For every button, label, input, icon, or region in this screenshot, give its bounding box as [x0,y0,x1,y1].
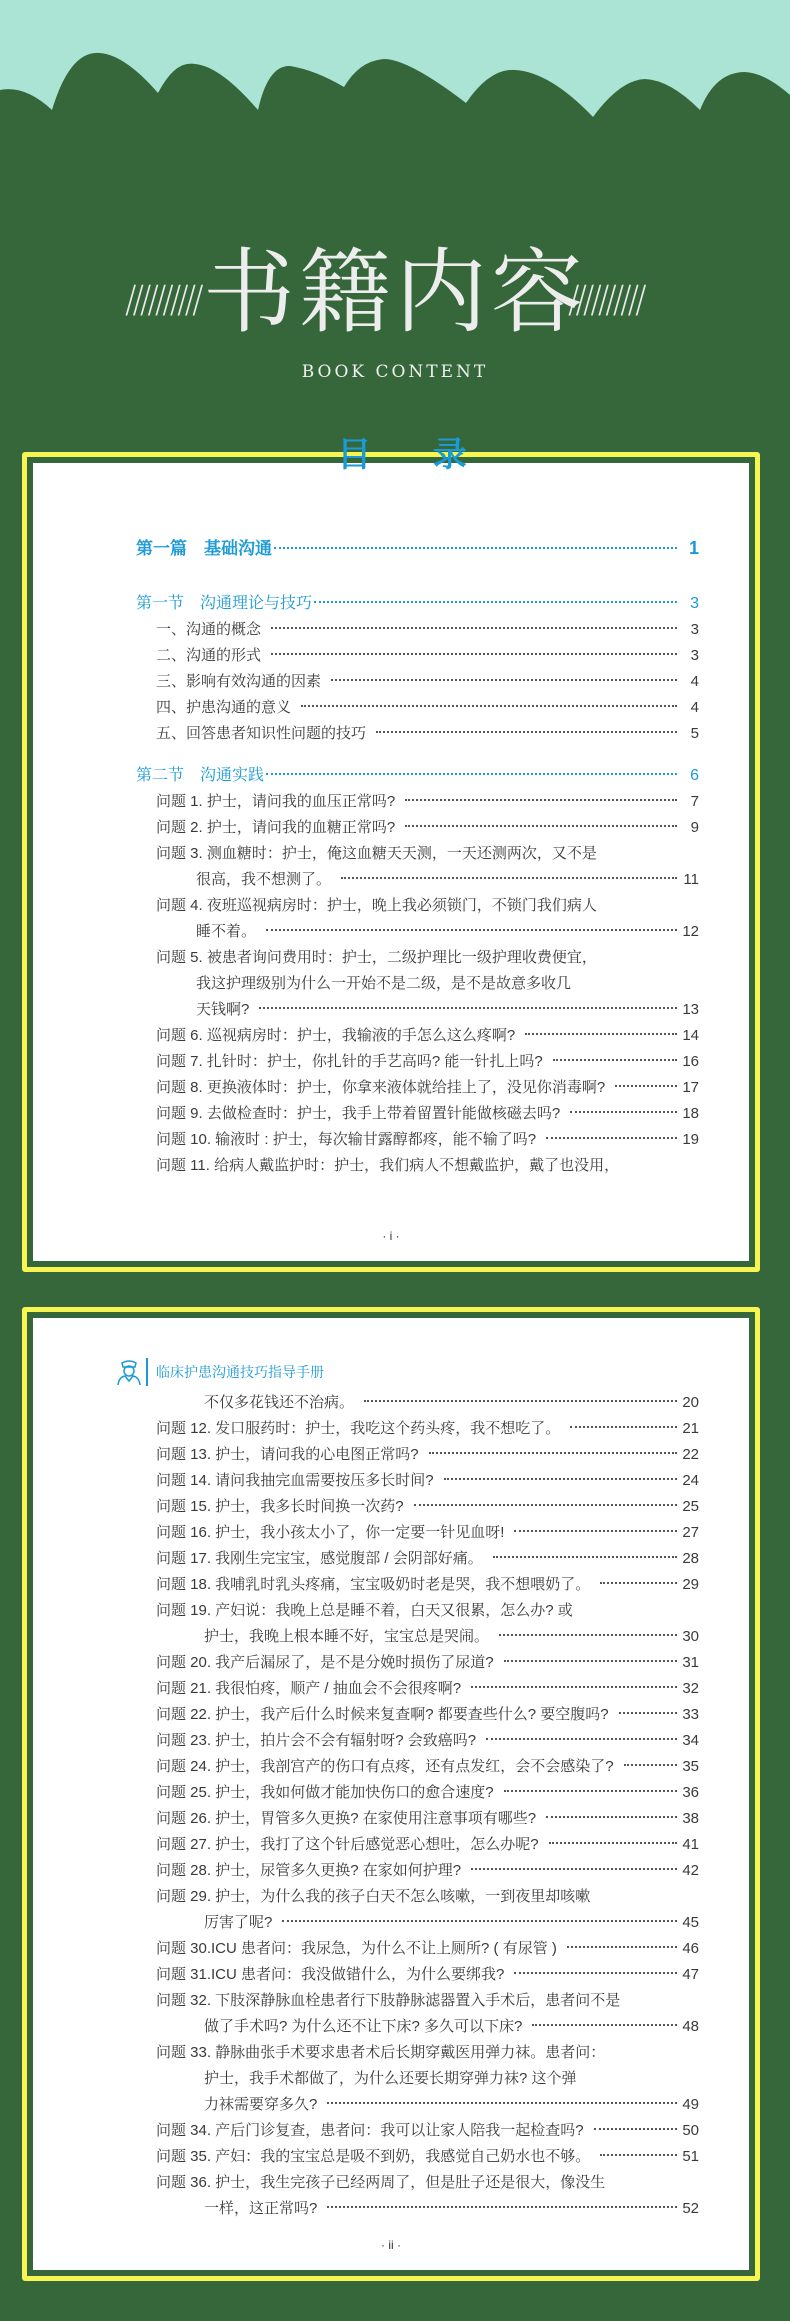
toc-line [136,695,699,721]
toc-entry[interactable] [136,2170,699,2222]
entry-title: 睡不着。 [196,923,257,940]
toc-line [136,841,699,867]
entry-page-number: 19 [682,1131,699,1148]
entry-title: 做了手术吗? 为什么还不让下床? 多久可以下床? [204,2018,523,2035]
entry-page-number: 12 [682,923,699,940]
entry-title: 不仅多花钱还不治病。 [204,1394,355,1411]
entry-title: 三、影响有效沟通的因素 [156,673,322,690]
entry-title: 问题 23. 护士，拍片会不会有辐射呀? 会致癌吗? [156,1732,477,1749]
entry-page-number: 34 [682,1732,699,1749]
toc-entry[interactable] [136,1572,699,1598]
toc-line [136,1075,699,1101]
entry-page-number: 3 [690,621,699,638]
toc-entry[interactable] [136,2118,699,2144]
entry-title: 护士，我手术都做了，为什么还要长期穿弹力袜? 这个弹 [204,2070,577,2087]
toc-section[interactable] [136,591,699,617]
toc-entry[interactable] [136,695,699,721]
entry-page-number: 47 [682,1966,699,1983]
toc-line [136,2144,699,2170]
dot-leader [364,1400,677,1402]
toc-line [136,1650,699,1676]
toc-entry[interactable] [136,1780,699,1806]
entry-page-number: 48 [682,2018,699,2035]
dot-leader [282,1920,677,1922]
toc-line [136,721,699,747]
toc-line [136,2170,699,2196]
toc-entry[interactable] [136,1728,699,1754]
dot-leader [624,1764,677,1766]
banner-title: 书籍内容 [202,239,587,346]
toc-entry[interactable] [136,1702,699,1728]
toc-line [136,1754,699,1780]
dot-leader [331,679,677,681]
toc-line [136,1702,699,1728]
entry-title: 我这护理级别为什么一开始不是二级，是不是故意多收几 [196,975,572,992]
toc-line [136,815,699,841]
decorative-slashes-right: ////////// [568,278,643,322]
dot-leader [341,877,677,879]
entry-page-number: 18 [682,1105,699,1122]
toc-entry[interactable] [136,1650,699,1676]
entry-title: 问题 20. 我产后漏尿了，是不是分娩时损伤了尿道? [156,1654,494,1671]
toc-entry[interactable] [136,1832,699,1858]
dot-leader [504,1660,677,1662]
entry-title: 问题 31.ICU 患者问：我没做错什么，为什么要绑我? [156,1966,505,1983]
toc-entry[interactable] [136,1598,699,1650]
toc-line [136,997,699,1023]
entry-title: 问题 27. 护士，我打了这个针后感觉恶心想吐，怎么办呢? [156,1836,539,1853]
toc-line [136,1416,699,1442]
toc-line [136,763,699,789]
entry-title: 问题 10. 输液时 : 护士，每次输甘露醇都疼，能不输了吗? [156,1131,537,1148]
entry-page-number: 22 [682,1446,699,1463]
dot-leader [570,1426,677,1428]
toc-line [136,643,699,669]
entry-title: 问题 8. 更换液体时：护士，你拿来液体就给挂上了，没见你消毒啊? [156,1079,606,1096]
spacer [136,747,699,763]
running-header [116,1358,324,1386]
entry-page-number: 32 [682,1680,699,1697]
entry-title: 问题 6. 巡视病房时：护士，我输液的手怎么这么疼啊? [156,1027,516,1044]
toc-entry[interactable] [136,893,699,945]
toc-line [136,2118,699,2144]
toc-line [136,945,699,971]
entry-title: 问题 13. 护士，请问我的心电图正常吗? [156,1446,419,1463]
toc-line [136,1728,699,1754]
dot-leader [405,825,677,827]
entry-title: 五、回答患者知识性问题的技巧 [156,725,367,742]
entry-title: 问题 30.ICU 患者问：我尿急，为什么不让上厕所? ( 有尿管 ) [156,1940,557,1957]
toc-line [136,669,699,695]
toc-entry[interactable] [136,789,699,815]
toc-line [136,1442,699,1468]
entry-title: 第一篇 基础沟通 [136,539,272,558]
toc-entry[interactable] [136,841,699,893]
toc-line [136,2014,699,2040]
toc-page-1 [22,436,760,1272]
dot-leader [471,1686,677,1688]
entry-title: 问题 36. 护士，我生完孩子已经两周了，但是肚子还是很大，像没生 [156,2174,606,2191]
entry-page-number: 4 [690,673,699,690]
entry-page-number: 41 [682,1836,699,1853]
toc-entry[interactable] [136,721,699,747]
toc-title: 目 录 [337,436,493,474]
toc-line [136,1546,699,1572]
toc-entry[interactable] [136,1988,699,2040]
toc-entry[interactable] [136,1884,699,1936]
entry-page-number: 46 [682,1940,699,1957]
toc-entry[interactable] [136,1494,699,1520]
dot-leader [301,705,677,707]
toc-entry[interactable] [136,1101,699,1127]
dot-leader [504,1790,677,1792]
entry-title: 问题 15. 护士，我多长时间换一次药? [156,1498,404,1515]
dot-leader [525,1033,677,1035]
toc-line [136,1598,699,1624]
toc-entry[interactable] [136,1390,699,1416]
entry-title: 问题 29. 护士，为什么我的孩子白天不怎么咳嗽，一到夜里却咳嗽 [156,1888,591,1905]
entry-page-number: 45 [682,1914,699,1931]
entry-page-number: 14 [682,1027,699,1044]
entry-title: 力袜需要穿多久? [204,2096,318,2113]
dot-leader [314,601,677,603]
toc-entry[interactable] [136,1936,699,1962]
entry-page-number: 1 [688,538,699,558]
toc-line [136,535,699,561]
toc-line [136,1832,699,1858]
dot-leader [405,799,677,801]
dot-leader [429,1452,677,1454]
entry-title: 很高，我不想测了。 [196,871,332,888]
toc-part[interactable] [136,535,699,561]
toc-line [136,1988,699,2014]
entry-page-number: 30 [682,1628,699,1645]
entry-page-number: 50 [682,2122,699,2139]
entry-page-number: 49 [682,2096,699,2113]
entry-title: 二、沟通的形式 [156,647,262,664]
entry-title: 问题 12. 发口服药时：护士，我吃这个药头疼，我不想吃了。 [156,1420,561,1437]
dot-leader [594,2128,677,2130]
dot-leader [471,1868,677,1870]
entry-title: 厉害了呢? [204,1914,273,1931]
toc-entry[interactable] [136,669,699,695]
toc-entry[interactable] [136,1442,699,1468]
entry-title: 问题 16. 护士，我小孩太小了，你一定要一针见血呀! [156,1524,505,1541]
toc-line [136,1936,699,1962]
entry-title: 问题 33. 静脉曲张手术要求患者术后长期穿戴医用弹力袜。患者问： [156,2044,606,2061]
toc-entry[interactable] [136,815,699,841]
entry-title: 问题 5. 被患者询问费用时：护士，二级护理比一级护理收费便宜， [156,949,597,966]
entry-title: 四、护患沟通的意义 [156,699,292,716]
dot-leader [619,1712,677,1714]
book-title: 临床护患沟通技巧指导手册 [156,1364,324,1380]
dot-leader [259,1007,677,1009]
entry-page-number: 11 [683,871,699,888]
toc-entry[interactable] [136,1023,699,1049]
toc-entry[interactable] [136,1075,699,1101]
toc-entry[interactable] [136,1754,699,1780]
entry-page-number: 16 [682,1053,699,1070]
toc-entry[interactable] [136,617,699,643]
dot-leader [600,2154,677,2156]
dot-leader [327,2206,677,2208]
toc-line [136,1624,699,1650]
entry-title: 问题 17. 我刚生完宝宝，感觉腹部 / 会阴部好痛。 [156,1550,483,1567]
entry-title: 问题 9. 去做检查时：护士，我手上带着留置针能做核磁去吗? [156,1105,561,1122]
entry-page-number: 28 [682,1550,699,1567]
toc-entry[interactable] [136,945,699,1023]
dot-leader [600,1582,677,1584]
entry-title: 问题 7. 扎针时：护士，你扎针的手艺高吗? 能一针扎上吗? [156,1053,543,1070]
entry-title: 问题 18. 我哺乳时乳头疼痛，宝宝吸奶时老是哭，我不想喂奶了。 [156,1576,591,1593]
entry-title: 问题 32. 下肢深静脉血栓患者行下肢静脉滤器置入手术后，患者问不是 [156,1992,621,2009]
entry-page-number: 38 [682,1810,699,1827]
toc-line [136,971,699,997]
toc-entry[interactable] [136,643,699,669]
entry-title: 一样，这正常吗? [204,2200,318,2217]
page-number: · i · [382,1229,400,1243]
toc-line [136,1023,699,1049]
page-number: · ii · [381,2238,401,2252]
decorative-slashes-left: ////////// [125,278,200,322]
toc-line [136,2092,699,2118]
banner-subtitle: BOOK CONTENT [301,362,489,382]
toc-entry[interactable] [136,1858,699,1884]
entry-page-number: 52 [682,2200,699,2217]
toc-line [136,1494,699,1520]
toc-entry[interactable] [136,1468,699,1494]
toc-line [136,1910,699,1936]
spacer [136,561,699,591]
toc-entry[interactable] [136,1676,699,1702]
toc-line [136,1468,699,1494]
toc-section[interactable] [136,763,699,789]
toc-line [136,1572,699,1598]
dot-leader [546,1816,677,1818]
dot-leader [546,1137,677,1139]
entry-page-number: 7 [690,793,699,810]
entry-page-number: 33 [682,1706,699,1723]
toc-entry[interactable] [136,1416,699,1442]
toc-line [136,1676,699,1702]
toc-entry[interactable] [136,1153,699,1179]
entry-page-number: 42 [682,1862,699,1879]
entry-title: 问题 21. 我很怕疼，顺产 / 抽血会不会很疼啊? [156,1680,462,1697]
dot-leader [514,1972,677,1974]
toc-line [136,2196,699,2222]
entry-title: 问题 19. 产妇说：我晚上总是睡不着，白天又很累，怎么办? 或 [156,1602,573,1619]
toc-line [136,591,699,617]
dot-leader [327,2102,677,2104]
toc-line [136,1806,699,1832]
toc-entry[interactable] [136,1520,699,1546]
entry-page-number: 5 [690,725,699,742]
entry-page-number: 35 [682,1758,699,1775]
hills-decoration [0,0,790,130]
toc-line [136,1780,699,1806]
toc-page-2 [22,1307,760,2281]
toc-entry[interactable] [136,2144,699,2170]
entry-page-number: 17 [682,1079,699,1096]
toc-list [136,1390,699,2222]
entry-title: 问题 3. 测血糖时：护士，俺这血糖天天测，一天还测两次，又不是 [156,845,597,862]
entry-title: 问题 24. 护士，我剖宫产的伤口有点疼，还有点发红，会不会感染了? [156,1758,614,1775]
toc-entry[interactable] [136,1806,699,1832]
entry-page-number: 9 [690,819,699,836]
entry-title: 问题 35. 产妇：我的宝宝总是吸不到奶，我感觉自己奶水也不够。 [156,2148,591,2165]
dot-leader [615,1085,677,1087]
toc-list [136,535,699,1179]
entry-page-number: 3 [690,647,699,664]
toc-line [136,1884,699,1910]
toc-line [136,2066,699,2092]
entry-page-number: 29 [682,1576,699,1593]
dot-leader [271,627,677,629]
entry-title: 问题 34. 产后门诊复查，患者问：我可以让家人陪我一起检查吗? [156,2122,584,2139]
toc-entry[interactable] [136,1049,699,1075]
entry-title: 第二节 沟通实践 [136,767,265,784]
dot-leader [553,1059,677,1061]
entry-page-number: 13 [682,1001,699,1018]
dot-leader [266,773,677,775]
entry-title: 问题 22. 护士，我产后什么时候来复查啊? 都要查些什么? 要空腹吗? [156,1706,609,1723]
toc-line [136,919,699,945]
toc-entry[interactable] [136,2040,699,2118]
toc-line [136,1153,699,1179]
entry-page-number: 4 [690,699,699,716]
entry-page-number: 6 [690,767,699,784]
entry-title: 问题 11. 给病人戴监护时：护士，我们病人不想戴监护，戴了也没用， [156,1157,620,1174]
entry-title: 问题 4. 夜班巡视病房时：护士，晚上我必须锁门，不锁门我们病人 [156,897,597,914]
dot-leader [499,1634,677,1636]
entry-title: 问题 28. 护士，尿管多久更换? 在家如何护理? [156,1862,462,1879]
entry-page-number: 36 [682,1784,699,1801]
toc-line [136,1520,699,1546]
entry-page-number: 51 [682,2148,699,2165]
dot-leader [567,1946,677,1948]
entry-page-number: 3 [690,595,699,612]
entry-title: 问题 26. 护士，胃管多久更换? 在家使用注意事项有哪些? [156,1810,537,1827]
toc-entry[interactable] [136,1127,699,1153]
entry-page-number: 25 [682,1498,699,1515]
entry-page-number: 31 [682,1654,699,1671]
toc-line [136,893,699,919]
entry-title: 问题 25. 护士，我如何做才能加快伤口的愈合速度? [156,1784,494,1801]
dot-leader [570,1111,677,1113]
toc-line [136,617,699,643]
toc-line [136,1049,699,1075]
toc-line [136,1127,699,1153]
entry-title: 天钱啊? [196,1001,250,1018]
toc-line [136,1962,699,1988]
toc-line [136,1390,699,1416]
dot-leader [549,1842,677,1844]
toc-entry[interactable] [136,1962,699,1988]
entry-page-number: 24 [682,1472,699,1489]
toc-line [136,867,699,893]
entry-page-number: 27 [682,1524,699,1541]
entry-title: 问题 14. 请问我抽完血需要按压多长时间? [156,1472,434,1489]
dot-leader [514,1530,677,1532]
entry-page-number: 21 [682,1420,699,1437]
entry-title: 问题 1. 护士，请问我的血压正常吗? [156,793,396,810]
toc-line [136,1858,699,1884]
dot-leader [271,653,677,655]
entry-title: 一、沟通的概念 [156,621,262,638]
header-divider [146,1358,148,1386]
toc-entry[interactable] [136,1546,699,1572]
entry-page-number: 20 [682,1394,699,1411]
dot-leader [493,1556,677,1558]
toc-line [136,2040,699,2066]
dot-leader [376,731,677,733]
entry-title: 护士，我晚上根本睡不好，宝宝总是哭闹。 [204,1628,490,1645]
toc-line [136,789,699,815]
toc-line [136,1101,699,1127]
entry-title: 第一节 沟通理论与技巧 [136,595,313,612]
dot-leader [444,1478,677,1480]
nurse-avatar-icon [116,1358,142,1386]
dot-leader [414,1504,677,1506]
dot-leader [532,2024,677,2026]
dot-leader [266,929,677,931]
dot-leader [486,1738,677,1740]
entry-title: 问题 2. 护士，请问我的血糖正常吗? [156,819,396,836]
dot-leader [274,547,677,549]
